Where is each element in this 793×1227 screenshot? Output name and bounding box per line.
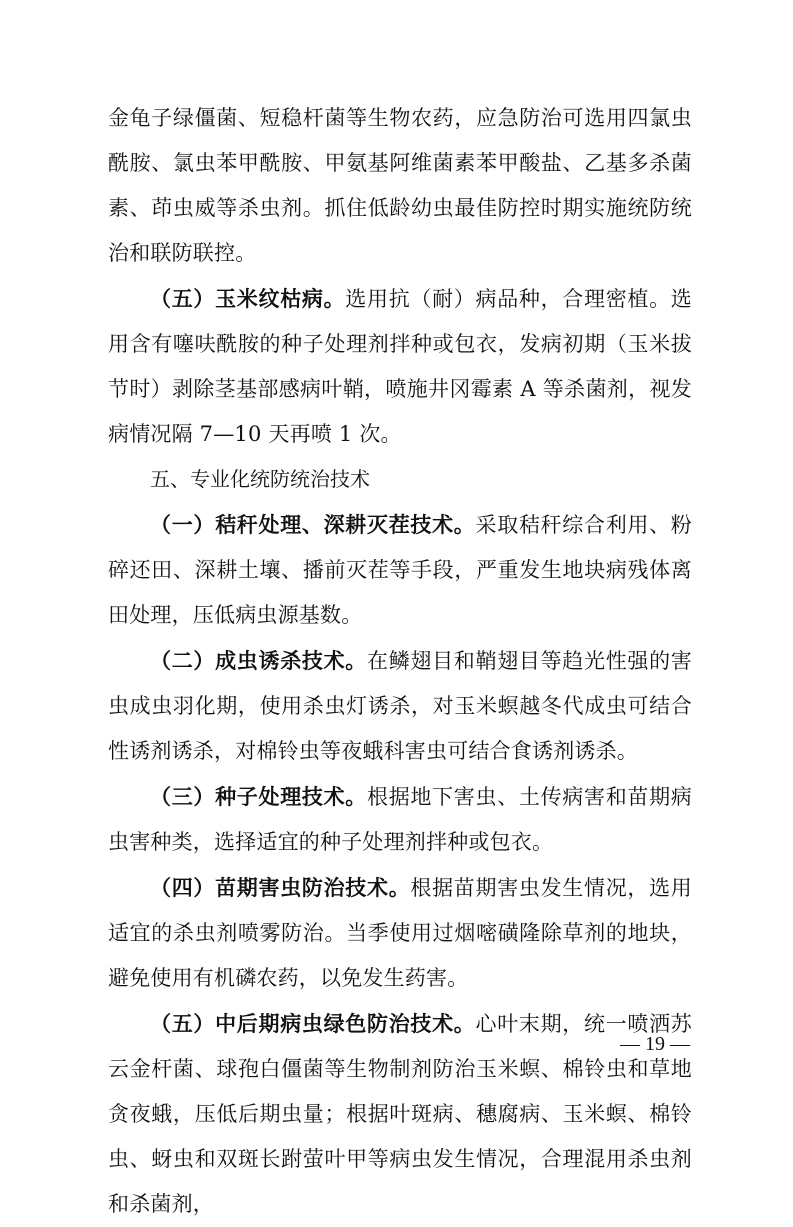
item-heading: （三）种子处理技术。 — [150, 784, 367, 809]
paragraph-text: 金龟子绿僵菌、短稳杆菌等生物农药，应急防治可选用四氯虫酰胺、氯虫苯甲酰胺、甲氨基阿维菌素苯甲酸盐、乙基多杀菌素、茚虫威等杀虫剂。抓住低龄幼虫最佳防控时期实施统防统治和联防联控。 — [108, 106, 692, 265]
section-item-2 — [108, 638, 692, 774]
item-text: 心叶末期，统一喷洒苏云金杆菌、球孢白僵菌等生物制剂防治玉米螟、棉铃虫和草地贪夜蛾，压低后期虫量；根据叶斑病、穗腐病、玉米螟、棉铃虫、蚜虫和双斑长跗萤叶甲等病虫发生情况，合理混用杀虫剂和杀菌剂， — [108, 1012, 692, 1216]
page-number: — 19 — — [620, 1033, 690, 1055]
paragraph-continuation — [108, 96, 692, 276]
section-item-5 — [108, 1001, 692, 1227]
section-item-4 — [108, 865, 692, 1001]
item-text: 在鳞翅目和鞘翅目等趋光性强的害虫成虫羽化期，使用杀虫灯诱杀，对玉米螟越冬代成虫可结合性诱剂诱杀，对棉铃虫等夜蛾科害虫可结合食诱剂诱杀。 — [108, 649, 692, 763]
paragraph-text: 选用抗（耐）病品种，合理密植。选用含有噻呋酰胺的种子处理剂拌种或包衣，发病初期（玉米拔节时）剥除茎基部感病叶鞘，喷施井冈霉素 A 等杀菌剂，视发病情况隔 7—10 天再喷 1 次。 — [108, 287, 692, 446]
section-title: 五、专业化统防统治技术 — [150, 467, 370, 491]
item-text: 采取秸秆综合利用、粉碎还田、深耕土壤、播前灭茬等手段，严重发生地块病残体离田处理，压低病虫源基数。 — [108, 513, 692, 627]
item-text: 根据苗期害虫发生情况，选用适宜的杀虫剂喷雾防治。当季使用过烟嘧磺隆除草剂的地块，避免使用有机磷农药，以免发生药害。 — [108, 876, 692, 990]
section-item-1 — [108, 502, 692, 638]
body-text — [108, 96, 692, 1227]
paragraph-corn-sheath-blight — [108, 276, 692, 457]
item-heading: （四）苗期害虫防治技术。 — [150, 875, 411, 900]
item-heading: （五）中后期病虫绿色防治技术。 — [150, 1011, 476, 1036]
item-heading: （一）秸秆处理、深耕灭茬技术。 — [150, 512, 476, 537]
section-item-3 — [108, 774, 692, 865]
item-heading: （二）成虫诱杀技术。 — [150, 648, 367, 673]
item-text: 根据地下害虫、土传病害和苗期病虫害种类，选择适宜的种子处理剂拌种或包衣。 — [108, 785, 692, 854]
paragraph-heading: （五）玉米纹枯病。 — [150, 286, 346, 311]
